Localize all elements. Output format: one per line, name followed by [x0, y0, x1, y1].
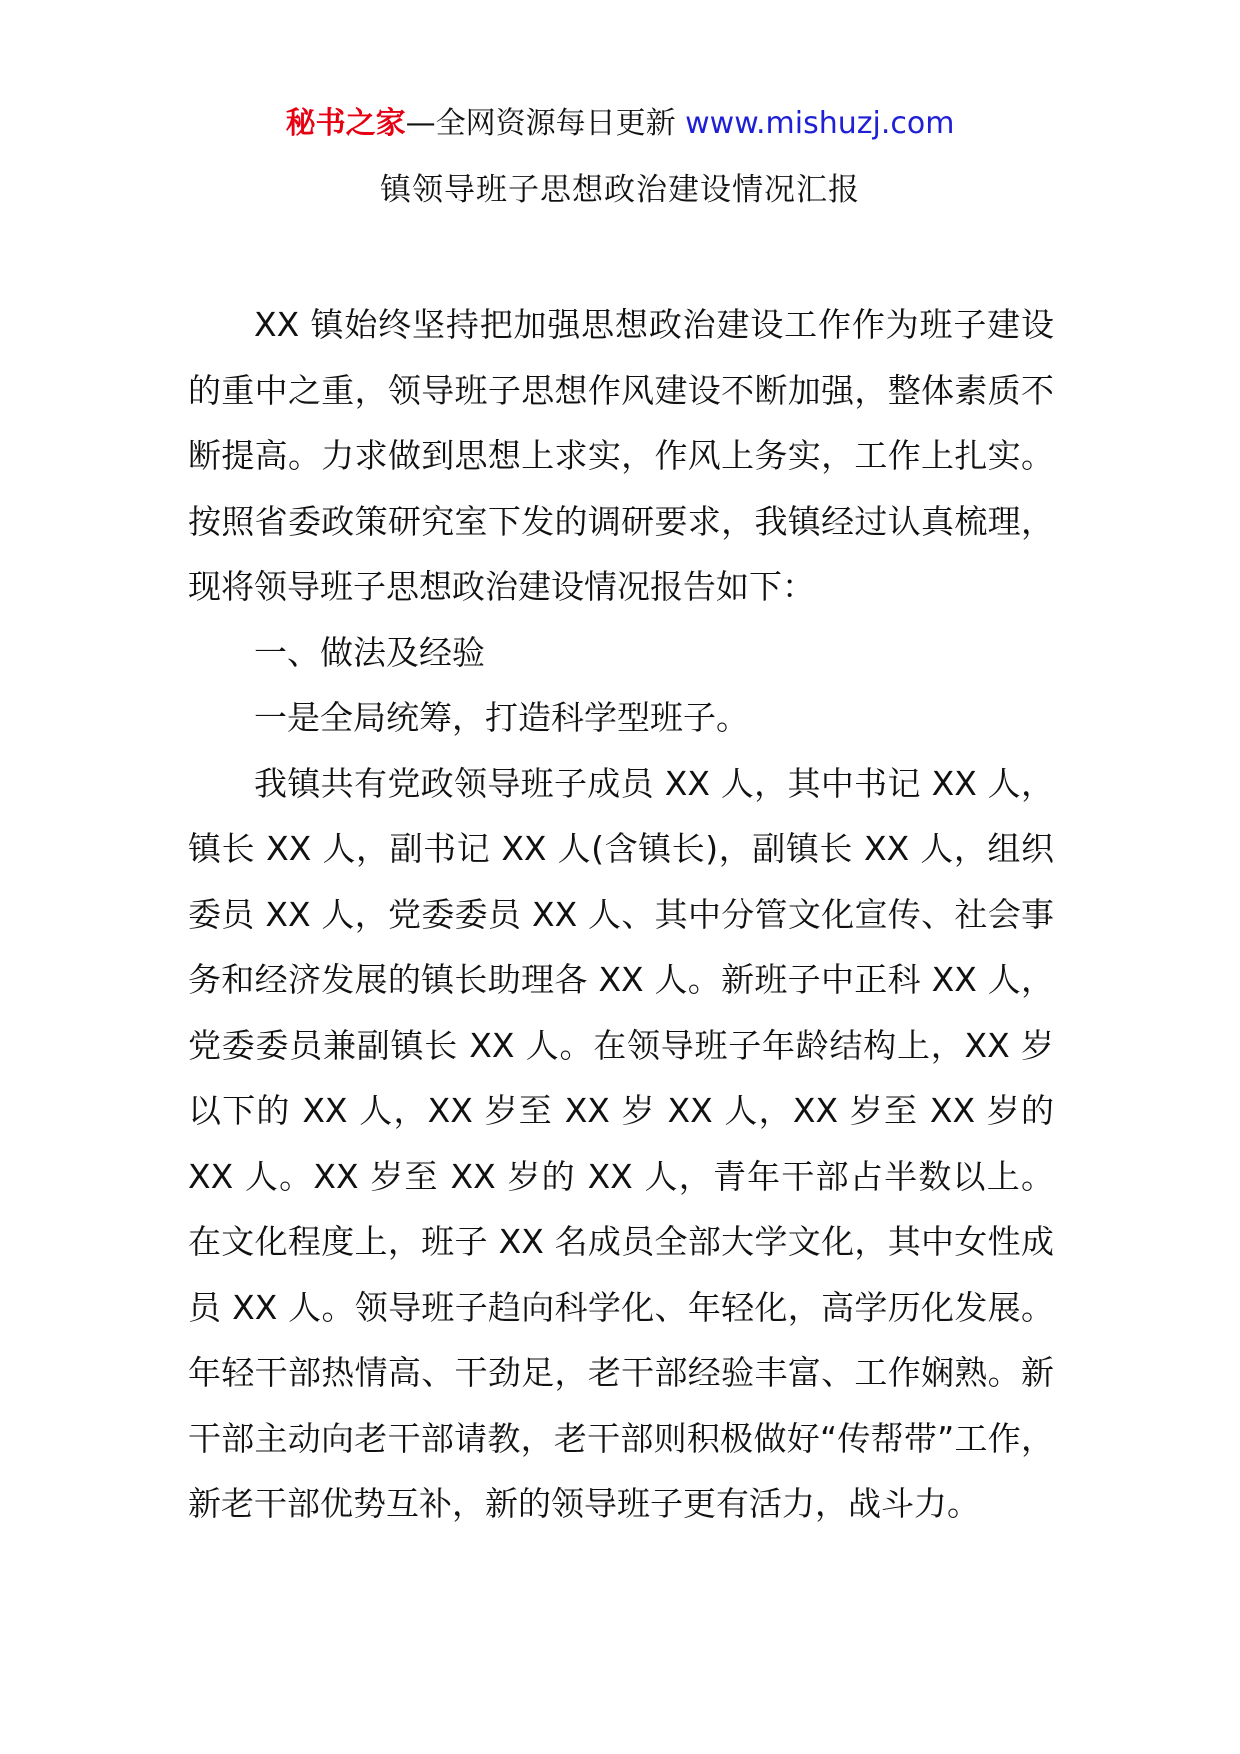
- site-url-link[interactable]: www.mishuzj.com: [685, 106, 955, 141]
- header-tagline: —全网资源每日更新: [405, 106, 686, 141]
- document-body: [188, 292, 1054, 1537]
- subsection-heading: 一是全局统筹，打造科学型班子。: [254, 698, 749, 737]
- brand-name: 秘书之家: [285, 106, 406, 141]
- site-header: [0, 100, 1240, 148]
- document-title: 镇领导班子思想政治建设情况汇报: [380, 172, 860, 208]
- paragraph-intro: XX 镇始终坚持把加强思想政治建设工作作为班子建设的重中之重，领导班子思想作风建设不断加强，整体素质不断提高。力求做到思想上求实，作风上务实，工作上扎实。按照省委政策研究室下发的调研要求，我镇经过认真梳理，现将领导班子思想政治建设情况报告如下：: [188, 305, 1054, 606]
- paragraph-details: 我镇共有党政领导班子成员 XX 人，其中书记 XX 人，镇长 XX 人，副书记 XX 人(含镇长)，副镇长 XX 人，组织委员 XX 人，党委委员 XX 人、其中分管文化宣传、社会事务和经济发展的镇长助理各 XX 人。新班子中正科 XX 人，党委委员兼副镇长 XX 人。在领导班子年龄结构上，XX 岁以下的 XX 人，XX 岁至 XX 岁 XX 人，XX 岁至 XX 岁的 XX 人。XX 岁至 XX 岁的 XX 人，青年干部占半数以上。在文化程度上，班子 XX 名成员全部大学文化，其中女性成员 XX 人。领导班子趋向科学化、年轻化，高学历化发展。年轻干部热情高、干劲足，老干部经验丰富、工作娴熟。新干部主动向老干部请教，老干部则积极做好“传帮带”工作，新老干部优势互补，新的领导班子更有活力，战斗力。: [188, 763, 1054, 1523]
- section-heading: 一、做法及经验: [254, 632, 485, 672]
